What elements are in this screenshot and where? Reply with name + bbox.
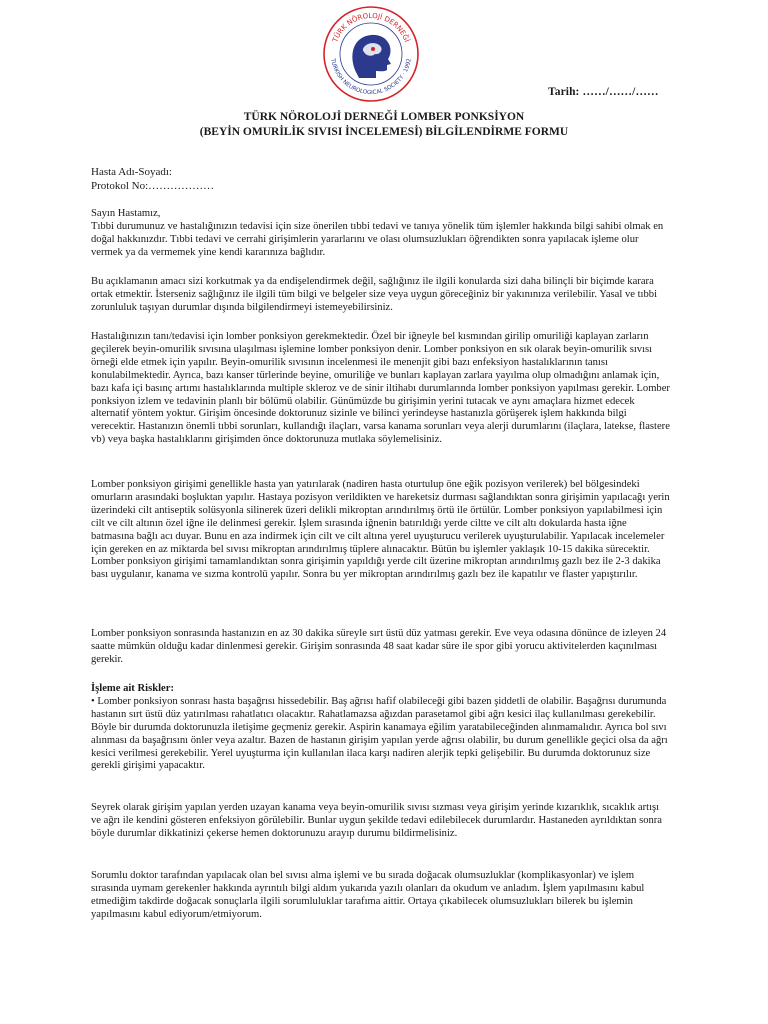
paragraph-intro: Tıbbi durumunuz ve hastalığınızın tedavisi için size önerilen tıbbi tedavi ve tanıya yönelik tüm işlemler hakkında bilgi sahibi olmak en doğal hakkınızdır. Tıbbi tedavi ve cerrahi girişimlerin yararlarını ve olası olumsuzlukları öğrendikten sonra yapılacak işleme olur vermek ya da vermemek yine kendi kararınıza bağlıdır. xyxy=(91,220,664,258)
paragraph-procedure-steps: Lomber ponksiyon girişimi genellikle hasta yan yatırılarak (nadiren hasta oturtulup öne eğik pozisyon verilerek) bel bölgesindeki omurların arasındaki boşluktan yapılır. Hastaya pozisyon verildikten ve hareketsiz durması sağlandıktan sonra girişimin yapılacağı yerin üzerindeki cilt antiseptik solüsyonla silinerek üzeri delikli mikroptan arındırılmış örtü ile örtülür. Lomber ponksiyon yapılabilmesi için cilt ve cilt altının özel iğne ile delinmesi gerekir. İşlem sırasında iğnenin batırıldığı yerde ciltte ve cilt altı dokularda hasta iğne batmasına bağlı acı duyar. Bunu en aza indirmek için cilt ve cilt altına yerel uyuşturucu verilerek uyuşturulabilir. Yapılacak incelemeler için gereken en az miktarda bel sıvısı mikroptan arındırılmış tüplere alınacaktır. Bütün bu işlemler yaklaşık 10-15 dakika sürecektir. Lomber ponksiyon girişimi tamamlandıktan sonra girişimin yapıldığı yerde cilt üzerine mikroptan arındırılmış gazlı bez ile 2-3 dakika bası uygulanır, kanama ve sızma kontrolü yapılır. Sonra bu yer mikroptan arındırılmış gazlı bez ile kapatılır ve flaster yapıştırılır. xyxy=(91,479,670,581)
risks-section xyxy=(91,683,671,773)
risks-heading: İşleme ait Riskler: xyxy=(91,683,174,694)
logo-ring-bottom-text: TURKISH NEUROLOGICAL SOCIETY · 1992 xyxy=(329,58,413,97)
paragraph-aftercare: Lomber ponksiyon sonrasında hastanızın en az 30 dakika süreyle sırt üstü düz yatması gerekir. Eve veya odasına dönünce de izleyen 24 saatte mümkün olduğu kadar dinlenmesi gerekir. Girişim sonrasında 48 saat kadar süre ile spor gibi yorucu aktivitelerden kaçınılması gerekir. xyxy=(91,628,667,665)
paragraph-procedure-definition: Hastalığınızın tanı/tedavisi için lomber ponksiyon gerekmektedir. Özel bir iğneyle bel kısmından girilip omuriliği kaplayan zarların geçilerek beyin-omurilik sıvısına ulaşılması işlemine lomber ponksiyon denir. Lomber ponksiyon en sık olarak beyin-omurilik sıvısı örneği elde etmek için yapılır. Beyin-omurilik sıvısının incelenmesi ile menenjit gibi bazı enfeksiyon hastalıklarının tanısı konulabilmektedir. Ayrıca, bazı kanser türlerinde beyine, omuriliğe ve bunları kaplayan zarlara yayılma olup olmadığını anlamak için, bazı kafa içi basınç artımı hastalıklarında multiple skleroz ve de sinir iltihabı durumlarında lomber ponksiyon yapılması gerekir. Lomber ponksiyon izlem ve tedavinin planlı bir bölümü olabilir. Günümüzde bu girişimin yerini tutacak ve aynı amaçlara hizmet edecek alternatif yöntem yoktur. Girişim öncesinde doktorunuz sizinle ve bilinci yerindeyse hastanızla görüşerek işlem hakkında bilgi verecektir. Hastanızın önemli tıbbi sorunları, kullandığı ilaçları, varsa kanama sorunları veya alerji durumlarını (ilaçlara, latekse, flastere vb) veya başka hastalıklarını girişimden önce doktorunuza mutlaka söylemelisiniz. xyxy=(91,331,670,446)
society-logo xyxy=(321,4,421,104)
risks-paragraph-headache: • Lomber ponksiyon sonrası hasta başağrısı hissedebilir. Baş ağrısı hafif olabileceği gibi bazen şiddetli de olabilir. Başağrısı durumunda hastanın sırt üstü düz yatırılması rahatlatıcı olacaktır. Rahatlamazsa ağızdan parasetamol gibi ağrı kesici ilaç kullanılması gerekebilir. Böyle bir durumda doktorunuzla iletişime geçmeniz gerekir. Aspirin kanamaya eğilim yaratabileceğinden alınmamalıdır. Ayrıca bol sıvı alınması da başağrısını önler veya azaltır. Bazen de hastanın girişim yapılan yerde ağrısı olabilir, bu durum genellikle geçici olsa da ağrı kesici verilmesi gerekebilir. Yerel uyuşturma için kullanılan ilaca karşı nadiren alerjik tepki gelişebilir. Bu durumda doktorunuz size gerekli girişimi yapacaktır. xyxy=(91,695,668,772)
date-field: Tarih: ……/……/…… xyxy=(548,86,659,98)
paragraph-consent-statement: Sorumlu doktor tarafından yapılacak olan bel sıvısı alma işlemi ve bu sırada doğacak olumsuzluklar (komplikasyonlar) ve işlem sırasında uymam gerekenler hakkında ayrıntılı bilgi aldım yukarıda yazılı olanları da okudum ve anladım. İşlem yapılmasını kabul etmediğim takdirde doğacak sonuçlarla ilgili sorumluluklar tarafıma aittir. Ortaya çıkabilecek olumsuzlukları bilerek bu işlemin yapılmasını kabul ediyorum/etmiyorum. xyxy=(91,870,645,920)
head-silhouette-icon xyxy=(352,35,391,78)
logo-ring-top-text: TÜRK NÖROLOJİ DERNEĞİ xyxy=(331,11,411,44)
protocol-number-field: Protokol No:……………… xyxy=(91,180,215,192)
patient-name-field: Hasta Adı-Soyadı: xyxy=(91,166,172,178)
form-title-line2: (BEYİN OMURİLİK SIVISI İNCELEMESİ) BİLGİLENDİRME FORMU xyxy=(199,126,569,138)
risks-paragraph-rare: Seyrek olarak girişim yapılan yerden uzayan kanama veya beyin-omurilik sıvısı sızması veya girişim yerinde kızarıklık, sıcaklık artışı ve ağrı ile kendini gösteren enfeksiyon görülebilir. Bunlar uygun şekilde tedavi edilebilecek durumlardır. Hastaneden ayrıldıktan sonra böyle durumlar dikkatinizi çekerse hemen doktorunuzu arayıp durumu bildirmelisiniz. xyxy=(91,802,663,839)
greeting: Sayın Hastamız, xyxy=(91,208,161,219)
paragraph-purpose: Bu açıklamanın amacı sizi korkutmak ya da endişelendirmek değil, sağlığınız ile ilgili konularda sizi daha bilinçli bir biçimde karara ortak etmektir. İsterseniz sağlığınız ile ilgili tüm bilgi ve belgeler size veya uygun göreceğiniz bir yakınınıza verilebilir. Yasal ve tıbbi zorunluluk taşıyan durumlar dışında bilgilendirmeyi istemeyebilirsiniz. xyxy=(91,276,658,313)
form-title-line1: TÜRK NÖROLOJİ DERNEĞİ LOMBER PONKSİYON xyxy=(243,111,525,123)
greeting-block xyxy=(91,208,671,260)
